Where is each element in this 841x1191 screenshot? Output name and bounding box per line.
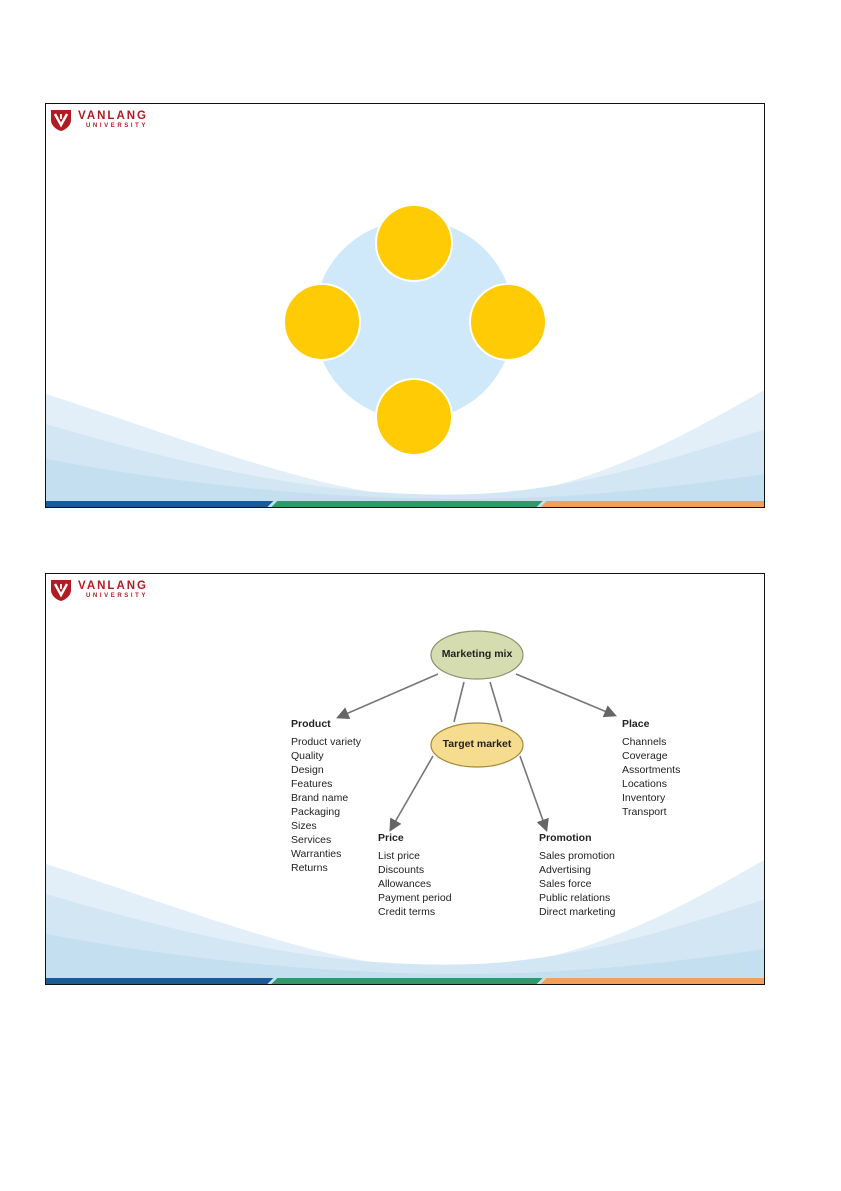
product-title: Product bbox=[291, 718, 331, 730]
slide-2 bbox=[45, 573, 765, 985]
slide-1 bbox=[45, 103, 765, 508]
promotion-title: Promotion bbox=[539, 832, 592, 844]
place-list bbox=[622, 717, 680, 819]
target-market-label: Target market bbox=[442, 738, 512, 750]
promotion-list bbox=[539, 831, 615, 919]
logo-subtitle: UNIVERSITY bbox=[86, 123, 149, 130]
line-to-target-right bbox=[490, 682, 502, 722]
logo-name: VANLANG bbox=[78, 109, 149, 122]
list-item: Advertising bbox=[539, 864, 591, 876]
list-item: Features bbox=[291, 778, 333, 790]
arrow-to-place bbox=[516, 674, 614, 715]
logo-name: VANLANG bbox=[78, 579, 149, 592]
circle-left bbox=[284, 284, 360, 360]
list-item: Sales force bbox=[539, 878, 592, 890]
list-item: Product variety bbox=[291, 736, 362, 748]
line-to-target-left bbox=[454, 682, 464, 722]
arrow-to-product bbox=[339, 674, 438, 717]
list-item: Public relations bbox=[539, 892, 611, 904]
list-item: Channels bbox=[622, 736, 667, 748]
list-item: Quality bbox=[291, 750, 324, 762]
list-item: Credit terms bbox=[378, 906, 436, 918]
list-item: Sizes bbox=[291, 820, 317, 832]
list-item: Assortments bbox=[622, 764, 681, 776]
list-item: Discounts bbox=[378, 864, 425, 876]
list-item: Packaging bbox=[291, 806, 341, 818]
four-circle-diagram bbox=[46, 104, 765, 508]
marketing-mix-label: Marketing mix bbox=[441, 648, 513, 660]
list-item: Coverage bbox=[622, 750, 668, 762]
price-title: Price bbox=[378, 832, 404, 844]
circle-top bbox=[376, 205, 452, 281]
list-item: Payment period bbox=[378, 892, 452, 904]
list-item: Inventory bbox=[622, 792, 666, 804]
list-item: Warranties bbox=[291, 848, 342, 860]
arrow-to-price bbox=[391, 756, 433, 829]
list-item: Allowances bbox=[378, 878, 432, 890]
list-item: Direct marketing bbox=[539, 906, 616, 918]
circle-bottom bbox=[376, 379, 452, 455]
logo-subtitle: UNIVERSITY bbox=[86, 593, 149, 600]
bottom-color-bar bbox=[46, 978, 764, 984]
list-item: List price bbox=[378, 850, 421, 862]
list-item: Returns bbox=[291, 862, 328, 874]
product-list bbox=[291, 717, 361, 875]
arrow-to-promotion bbox=[520, 756, 546, 829]
list-item: Design bbox=[291, 764, 324, 776]
price-list bbox=[378, 831, 452, 919]
list-item: Brand name bbox=[291, 792, 349, 804]
place-title: Place bbox=[622, 718, 650, 730]
circle-right bbox=[470, 284, 546, 360]
bottom-color-bar bbox=[46, 501, 764, 507]
list-item: Services bbox=[291, 834, 332, 846]
list-item: Locations bbox=[622, 778, 667, 790]
list-item: Sales promotion bbox=[539, 850, 615, 862]
list-item: Transport bbox=[622, 806, 667, 818]
